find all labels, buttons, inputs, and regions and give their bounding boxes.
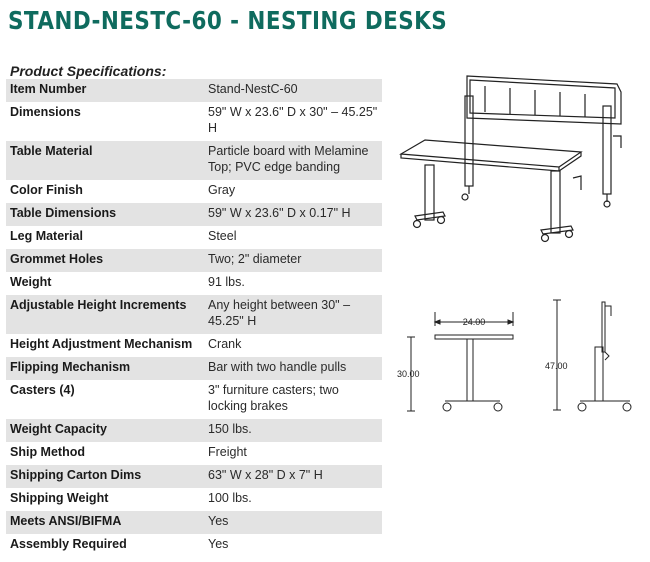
- spec-label: Table Material: [6, 141, 204, 180]
- spec-value: Stand-NestC-60: [204, 79, 382, 102]
- dimension-drawings: [395, 292, 645, 427]
- spec-value: 59" W x 23.6" D x 30" – 45.25" H: [208, 105, 378, 135]
- spec-label: Grommet Holes: [6, 249, 204, 272]
- spec-label: Table Dimensions: [6, 203, 204, 226]
- table-row: [6, 295, 382, 334]
- spec-label: Dimensions: [10, 105, 81, 119]
- page-title: STAND-NESTC-60 - NESTING DESKS: [8, 6, 448, 35]
- table-row: [6, 102, 382, 141]
- table-row: [6, 226, 382, 249]
- table-row: [6, 511, 382, 534]
- table-row: [6, 357, 382, 380]
- depth-dimension-label: 24.00: [462, 317, 486, 327]
- spec-label: Shipping Carton Dims: [6, 465, 204, 488]
- spec-label: Color Finish: [10, 183, 83, 197]
- spec-label: Weight Capacity: [6, 419, 204, 442]
- table-row: [6, 203, 382, 226]
- specs-table: [6, 79, 382, 557]
- table-row: [6, 380, 382, 419]
- table-row: [6, 79, 382, 102]
- desk-illustration: [395, 66, 640, 251]
- spec-value: Crank: [208, 337, 242, 351]
- table-row: [6, 465, 382, 488]
- spec-value: 100 lbs.: [208, 491, 252, 505]
- spec-label: Ship Method: [10, 445, 85, 459]
- table-row: [6, 180, 382, 203]
- spec-label: Leg Material: [10, 229, 83, 243]
- spec-value: 63" W x 28" D x 7" H: [204, 465, 382, 488]
- table-row: [6, 442, 382, 465]
- spec-value: Bar with two handle pulls: [204, 357, 382, 380]
- table-row: [6, 488, 382, 511]
- spec-value: Gray: [208, 183, 236, 197]
- spec-label: Height Adjustment Mechanism: [10, 337, 193, 351]
- spec-value: 3" furniture casters; two locking brakes: [208, 383, 339, 413]
- spec-value: Freight: [208, 445, 247, 459]
- spec-label: Item Number: [6, 79, 204, 102]
- spec-value: 59" W x 23.6" D x 0.17" H: [204, 203, 382, 226]
- seated-height-dimension-label: 30.00: [397, 369, 420, 379]
- spec-value: 150 lbs.: [204, 419, 382, 442]
- spec-value: Any height between 30" – 45.25" H: [204, 295, 382, 334]
- spec-label: Meets ANSI/BIFMA: [6, 511, 204, 534]
- spec-label: Casters (4): [10, 383, 75, 397]
- spec-value: Steel: [208, 229, 237, 243]
- spec-value: Yes: [208, 537, 229, 551]
- spec-value: Two; 2" diameter: [204, 249, 382, 272]
- spec-label: Flipping Mechanism: [6, 357, 204, 380]
- spec-value: 91 lbs.: [208, 275, 245, 289]
- spec-label: Shipping Weight: [10, 491, 109, 505]
- table-row: [6, 249, 382, 272]
- spec-label: Adjustable Height Increments: [6, 295, 204, 334]
- standing-height-dimension-label: 47.00: [545, 361, 568, 371]
- spec-value: Yes: [204, 511, 382, 534]
- spec-value: Particle board with Melamine Top; PVC edge banding: [204, 141, 382, 180]
- spec-label: Assembly Required: [10, 537, 127, 551]
- table-row: [6, 334, 382, 357]
- table-row: [6, 534, 382, 557]
- table-row: [6, 419, 382, 442]
- spec-label: Weight: [10, 275, 52, 289]
- section-subtitle: Product Specifications:: [10, 63, 167, 79]
- table-row: [6, 141, 382, 180]
- table-row: [6, 272, 382, 295]
